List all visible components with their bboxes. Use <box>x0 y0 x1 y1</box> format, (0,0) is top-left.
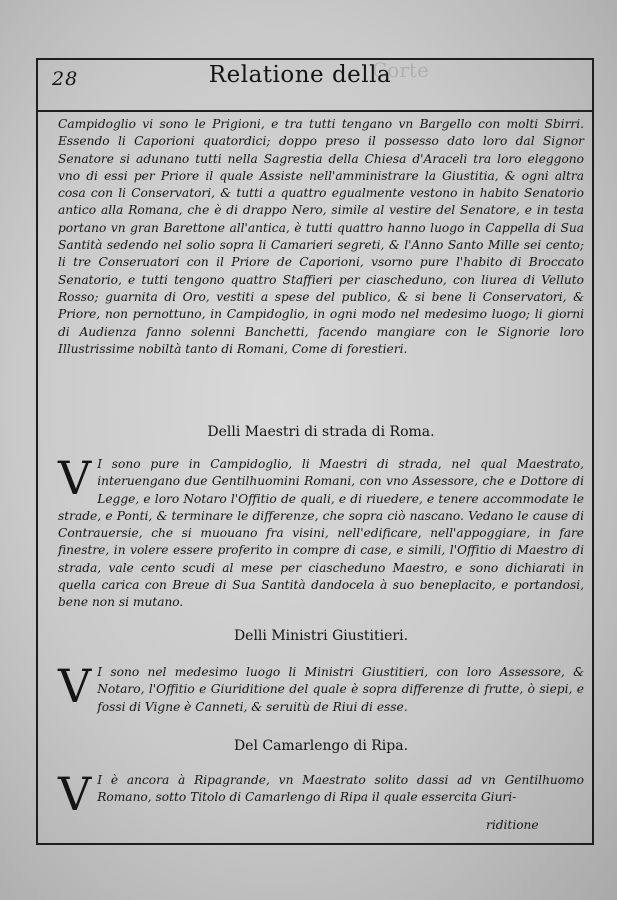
paragraph-maestri <box>58 451 584 612</box>
section-heading-ministri: Delli Ministri Giustitieri. <box>233 628 409 644</box>
paragraph-ministri <box>58 659 584 716</box>
running-title: Relatione della <box>208 62 392 88</box>
paragraph-text: I sono pure in Campidoglio, li Maestri di strada, nel qual Maestrato, interuengano due Gentilhuomini Romani, con vno Assessore, che e Dottore di Legge, e loro Notaro l'Offitio de quali, e di riuedere, e tenere accommodate le strade, e Ponti, & terminare le differenze, che sopra ciò nascano. Vedano le cause di Contrauersie, che si muouano fra visini, nell'edificare, nell'appoggiare, in fare finestre, in volere essere proferito in compre di case, e simili, l'Offitio di Maestro di strada, vale cento scudi al mese per ciascheduno Maestro, e sono dichiarati in quella carica con Breue di Sua Santità dandocela à suo beneplacito, e portandosi, bene non si mutano. <box>58 457 584 610</box>
paragraph-text: I sono nel medesimo luogo li Ministri Giustitieri, con loro Assessore, & Notaro, l'Offitio e Giuriditione del quale è sopra differenze di frutte, ò siepi, e fossi di Vigne è Canneti, & seruitù de Riui di esse. <box>97 665 584 714</box>
paragraph-camarlengo <box>58 767 584 821</box>
paragraph-intro <box>58 116 584 358</box>
page-number: 28 <box>52 68 79 90</box>
section-heading-camarlengo: Del Camarlengo di Ripa. <box>233 738 409 754</box>
bleed-through-text: Corte <box>372 58 429 82</box>
drop-cap: V <box>58 451 92 505</box>
section-heading-maestri: Delli Maestri di strada di Roma. <box>207 424 435 440</box>
paragraph-text: Campidoglio vi sono le Prigioni, e tra tutti tengano vn Bargello con molti Sbirri. Essendo li Caporioni quatordici; doppo preso il possesso dato loro dal Signor Senatore si adunano tutti nella Sagrestia della Chiesa d'Araceli tra loro eleggono vno di essi per Priore il quale Assiste nell'amministrare la Giustitia, & ogni altra cosa con li Conservatori, & tutti a quattro egualmente vestono in habito Senatorio antico alla Romana, che è di drappo Nero, simile al vestire del Senatore, e in testa portano vn gran Barettone all'antica, è tutti quattro hanno luogo in Cappella di Sua Santità sedendo nel solio sopra li Camarieri segreti, & l'Anno Santo Mille sei cento; li tre Conseruatori con il Priore de Caporioni, vsorno pure l'habito di Broccato Senatorio, e tutti tengono quattro Staffieri per ciascheduno, con liurea di Velluto Rosso; guarnita di Oro, vestiti a spese del publico, & si bene li Conservatori, & Priore, non pernottuno, in Campidoglio, in ogni modo nel medesimo luogo; li giorni di Audienza fanno solenni Banchetti, facendo mangiare con le Signorie loro Illustrissime nobiltà tanto di Romani, Come di forestieri. <box>58 117 584 356</box>
paragraph-text: I è ancora à Ripagrande, vn Maestrato solito dassi ad vn Gentilhuomo Romano, sotto Titolo di Camarlengo di Ripa il quale essercita Giuri- <box>97 773 584 805</box>
drop-cap: V <box>58 767 92 821</box>
drop-cap: V <box>58 659 92 713</box>
header-rule <box>36 110 594 112</box>
catchword: riditione <box>486 818 539 832</box>
